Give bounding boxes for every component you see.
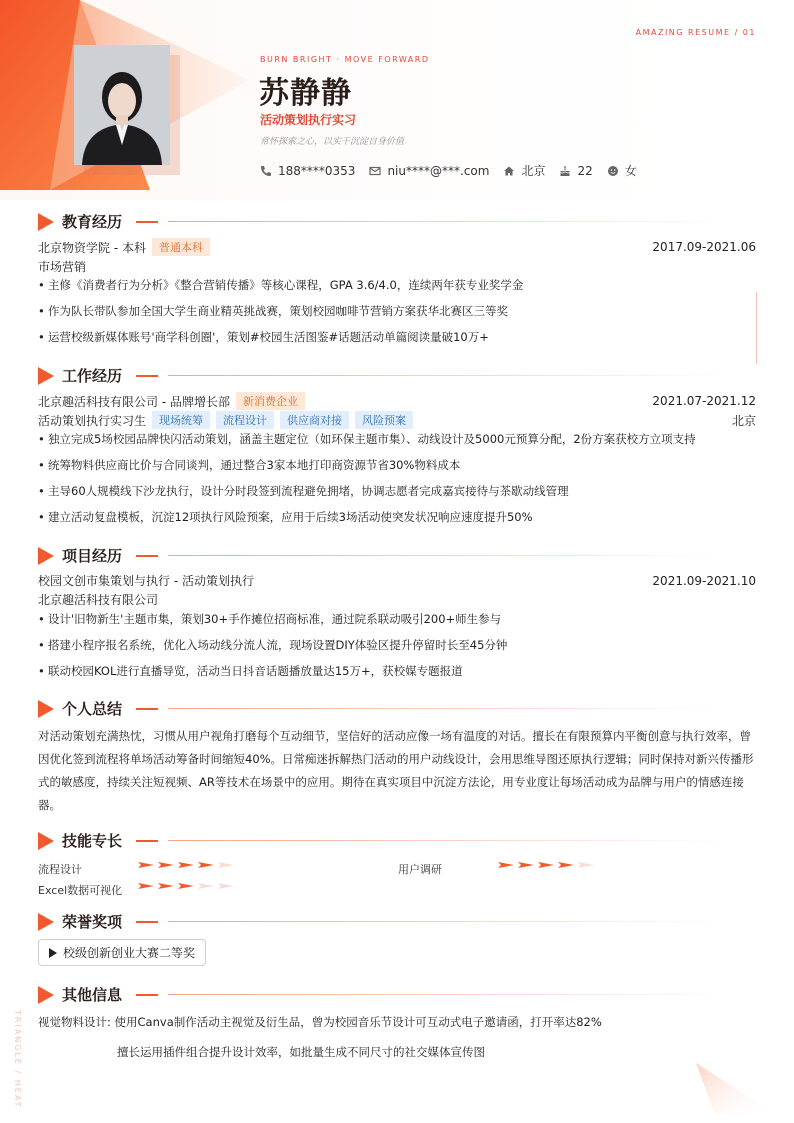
section-skills [38,830,756,852]
job-target: 活动策划执行实习 [260,113,357,127]
rating-filled-icon [158,883,174,889]
education-bullet: • 作为队长带队参加全国大学生商业精英挑战赛，策划校园咖啡节营销方案获华北赛区三等奖 [38,303,756,319]
phone-icon [260,165,272,177]
page-label: AMAZING RESUME / 01 [635,28,756,37]
section-title: 技能专长 [62,832,123,850]
contact-gender [607,162,637,179]
skill-item [38,879,122,898]
work-bullet: • 统筹物料供应商比价与合同谈判，通过整合3家本地打印商资源节省30%物料成本 [38,457,756,473]
rating-filled-icon [518,862,534,868]
work-company: 北京趣活科技有限公司 - 品牌增长部 [38,394,230,409]
section-project [38,545,756,567]
project-bullet: • 设计'旧物新生'主题市集，策划30+手作摊位招商标准，通过院系联动吸引200+师生参与 [38,611,756,627]
project-header [38,572,756,589]
section-triangle-icon [38,367,54,385]
project-bullet: • 搭建小程序报名系统，优化入场动线分流人流，现场设置DIY体验区提升停留时长至45分钟 [38,637,756,653]
work-role: 活动策划执行实习生 [38,413,147,428]
rating-empty-icon [198,883,214,889]
skill-rating [498,862,594,868]
section-title: 工作经历 [62,367,123,385]
work-tag: 新消费企业 [236,392,305,410]
section-title: 其他信息 [62,986,123,1004]
work-date: 2021.07-2021.12 [652,394,756,408]
education-date: 2017.09-2021.06 [652,240,756,254]
footer-decoration [674,1043,794,1123]
rating-filled-icon [538,862,554,868]
work-city: 北京 [731,413,756,428]
rating-filled-icon [178,883,194,889]
rating-empty-icon [218,862,234,868]
award-text: 校级创新创业大赛二等奖 [63,946,196,960]
section-work [38,365,756,387]
work-header [38,392,756,410]
role-tag: 供应商对接 [280,411,349,429]
role-tag: 现场统筹 [152,411,210,429]
other-text-2: 擅长运用插件组合提升设计效率，如批量生成不同尺寸的社交媒体宣传图 [117,1045,485,1059]
section-triangle-icon [38,832,54,850]
mail-icon [369,165,381,177]
rating-filled-icon [138,862,154,868]
portrait-image [74,45,170,165]
contact-age-text: 22 [577,163,593,178]
role-tag: 流程设计 [216,411,274,429]
section-triangle-icon [38,213,54,231]
rating-filled-icon [558,862,574,868]
project-date: 2021.09-2021.10 [652,573,756,588]
contact-age [559,162,592,179]
education-school: 北京物资学院 - 本科 [38,240,146,255]
tagline: BURN BRIGHT · MOVE FORWARD [260,55,430,64]
avatar [74,45,170,165]
education-tag: 普通本科 [152,238,210,256]
rating-filled-icon [138,883,154,889]
rating-empty-icon [578,862,594,868]
skill-name: Excel数据可视化 [38,884,123,897]
contact-email-text: niu****@***.com [387,163,490,178]
home-icon [503,165,515,177]
education-header [38,238,756,256]
other-text-1: 使用Canva制作活动主视觉及衍生品，曾为校园音乐节设计可互动式电子邀请函，打开率达82% [114,1015,602,1029]
skill-item [38,858,82,877]
rating-filled-icon [198,862,214,868]
contact-city [503,162,545,179]
award-chip[interactable] [38,939,206,966]
section-triangle-icon [38,700,54,718]
work-role-row [38,411,756,429]
section-title: 个人总结 [62,700,123,718]
contact-gender-text: 女 [624,164,637,178]
section-triangle-icon [38,547,54,565]
play-icon [49,948,57,958]
rating-filled-icon [158,862,174,868]
education-bullet: • 主修《消费者行为分析》《整合营销传播》等核心课程，GPA 3.6/4.0，连续两年获专业奖学金 [38,277,756,293]
section-title: 项目经历 [62,547,123,565]
skill-rating [138,883,234,889]
skill-rating [138,862,234,868]
section-triangle-icon [38,986,54,1004]
contact-phone[interactable] [260,162,355,179]
rating-filled-icon [178,862,194,868]
summary-text: 对活动策划充满热忱，习惯从用户视角打磨每个互动细节，坚信好的活动应像一场有温度的对话。擅长在有限预算内平衡创意与执行效率，曾因优化签到流程将单场活动筹备时间缩短40%。日常痴迷拆解热门活动的用户动线设计，会用思维导图还原执行逻辑；同时保持对新兴传播形式的敏感度，持续关注短视频、AR等技术在场景中的应用。期待在真实项目中沉淀方法论，用专业度让每场活动成为品牌与用户的情感连接器。 [38,729,754,812]
section-honors [38,911,756,933]
project-bullet: • 联动校园KOL进行直播导览，活动当日抖音话题播放量达15万+，获校媒专题报道 [38,663,756,679]
education-bullet: • 运营校级新媒体账号'商学科创圈'，策划#校园生活图鉴#话题活动单篇阅读量破10万+ [38,329,756,345]
skill-name: 流程设计 [38,863,82,876]
section-triangle-icon [38,913,54,931]
rating-empty-icon [218,883,234,889]
motto: 常怀探索之心，以实干沉淀自身价值 [260,137,405,147]
role-tag: 风险预案 [355,411,413,429]
section-title: 教育经历 [62,213,123,231]
work-bullet: • 建立活动复盘模板，沉淀12项执行风险预案，应用于后续3场活动使突发状况响应速度提升50% [38,509,756,525]
section-title: 荣誉奖项 [62,913,123,931]
project-name: 校园文创市集策划与执行 - 活动策划执行 [38,574,254,588]
education-major: 市场营销 [38,260,87,274]
work-bullet: • 独立完成5场校园品牌快闪活动策划，涵盖主题定位（如环保主题市集）、动线设计及5000元预算分配，2份方案获校方立项支持 [38,431,756,447]
side-label: TRIANGLE / HEAT [13,1010,22,1109]
divider [756,292,757,364]
contact-phone-text: 188****0353 [278,163,356,178]
project-org: 北京趣活科技有限公司 [38,593,159,607]
cake-icon [559,165,571,177]
gender-icon [607,165,619,177]
skill-name: 用户调研 [398,863,442,876]
other-line-1 [38,1014,602,1030]
candidate-name: 苏静静 [259,76,352,111]
work-bullet: • 主导60人规模线下沙龙执行，设计分时段签到流程避免拥堵，协调志愿者完成嘉宾接待与茶歇动线管理 [38,483,756,499]
other-label: 视觉物料设计: [38,1015,111,1029]
skill-item [398,858,442,877]
section-other [38,984,756,1006]
section-education [38,211,756,233]
contact-city-text: 北京 [521,164,546,178]
contact-bar [260,162,637,179]
section-summary [38,698,756,720]
contact-email[interactable] [369,162,489,179]
rating-filled-icon [498,862,514,868]
